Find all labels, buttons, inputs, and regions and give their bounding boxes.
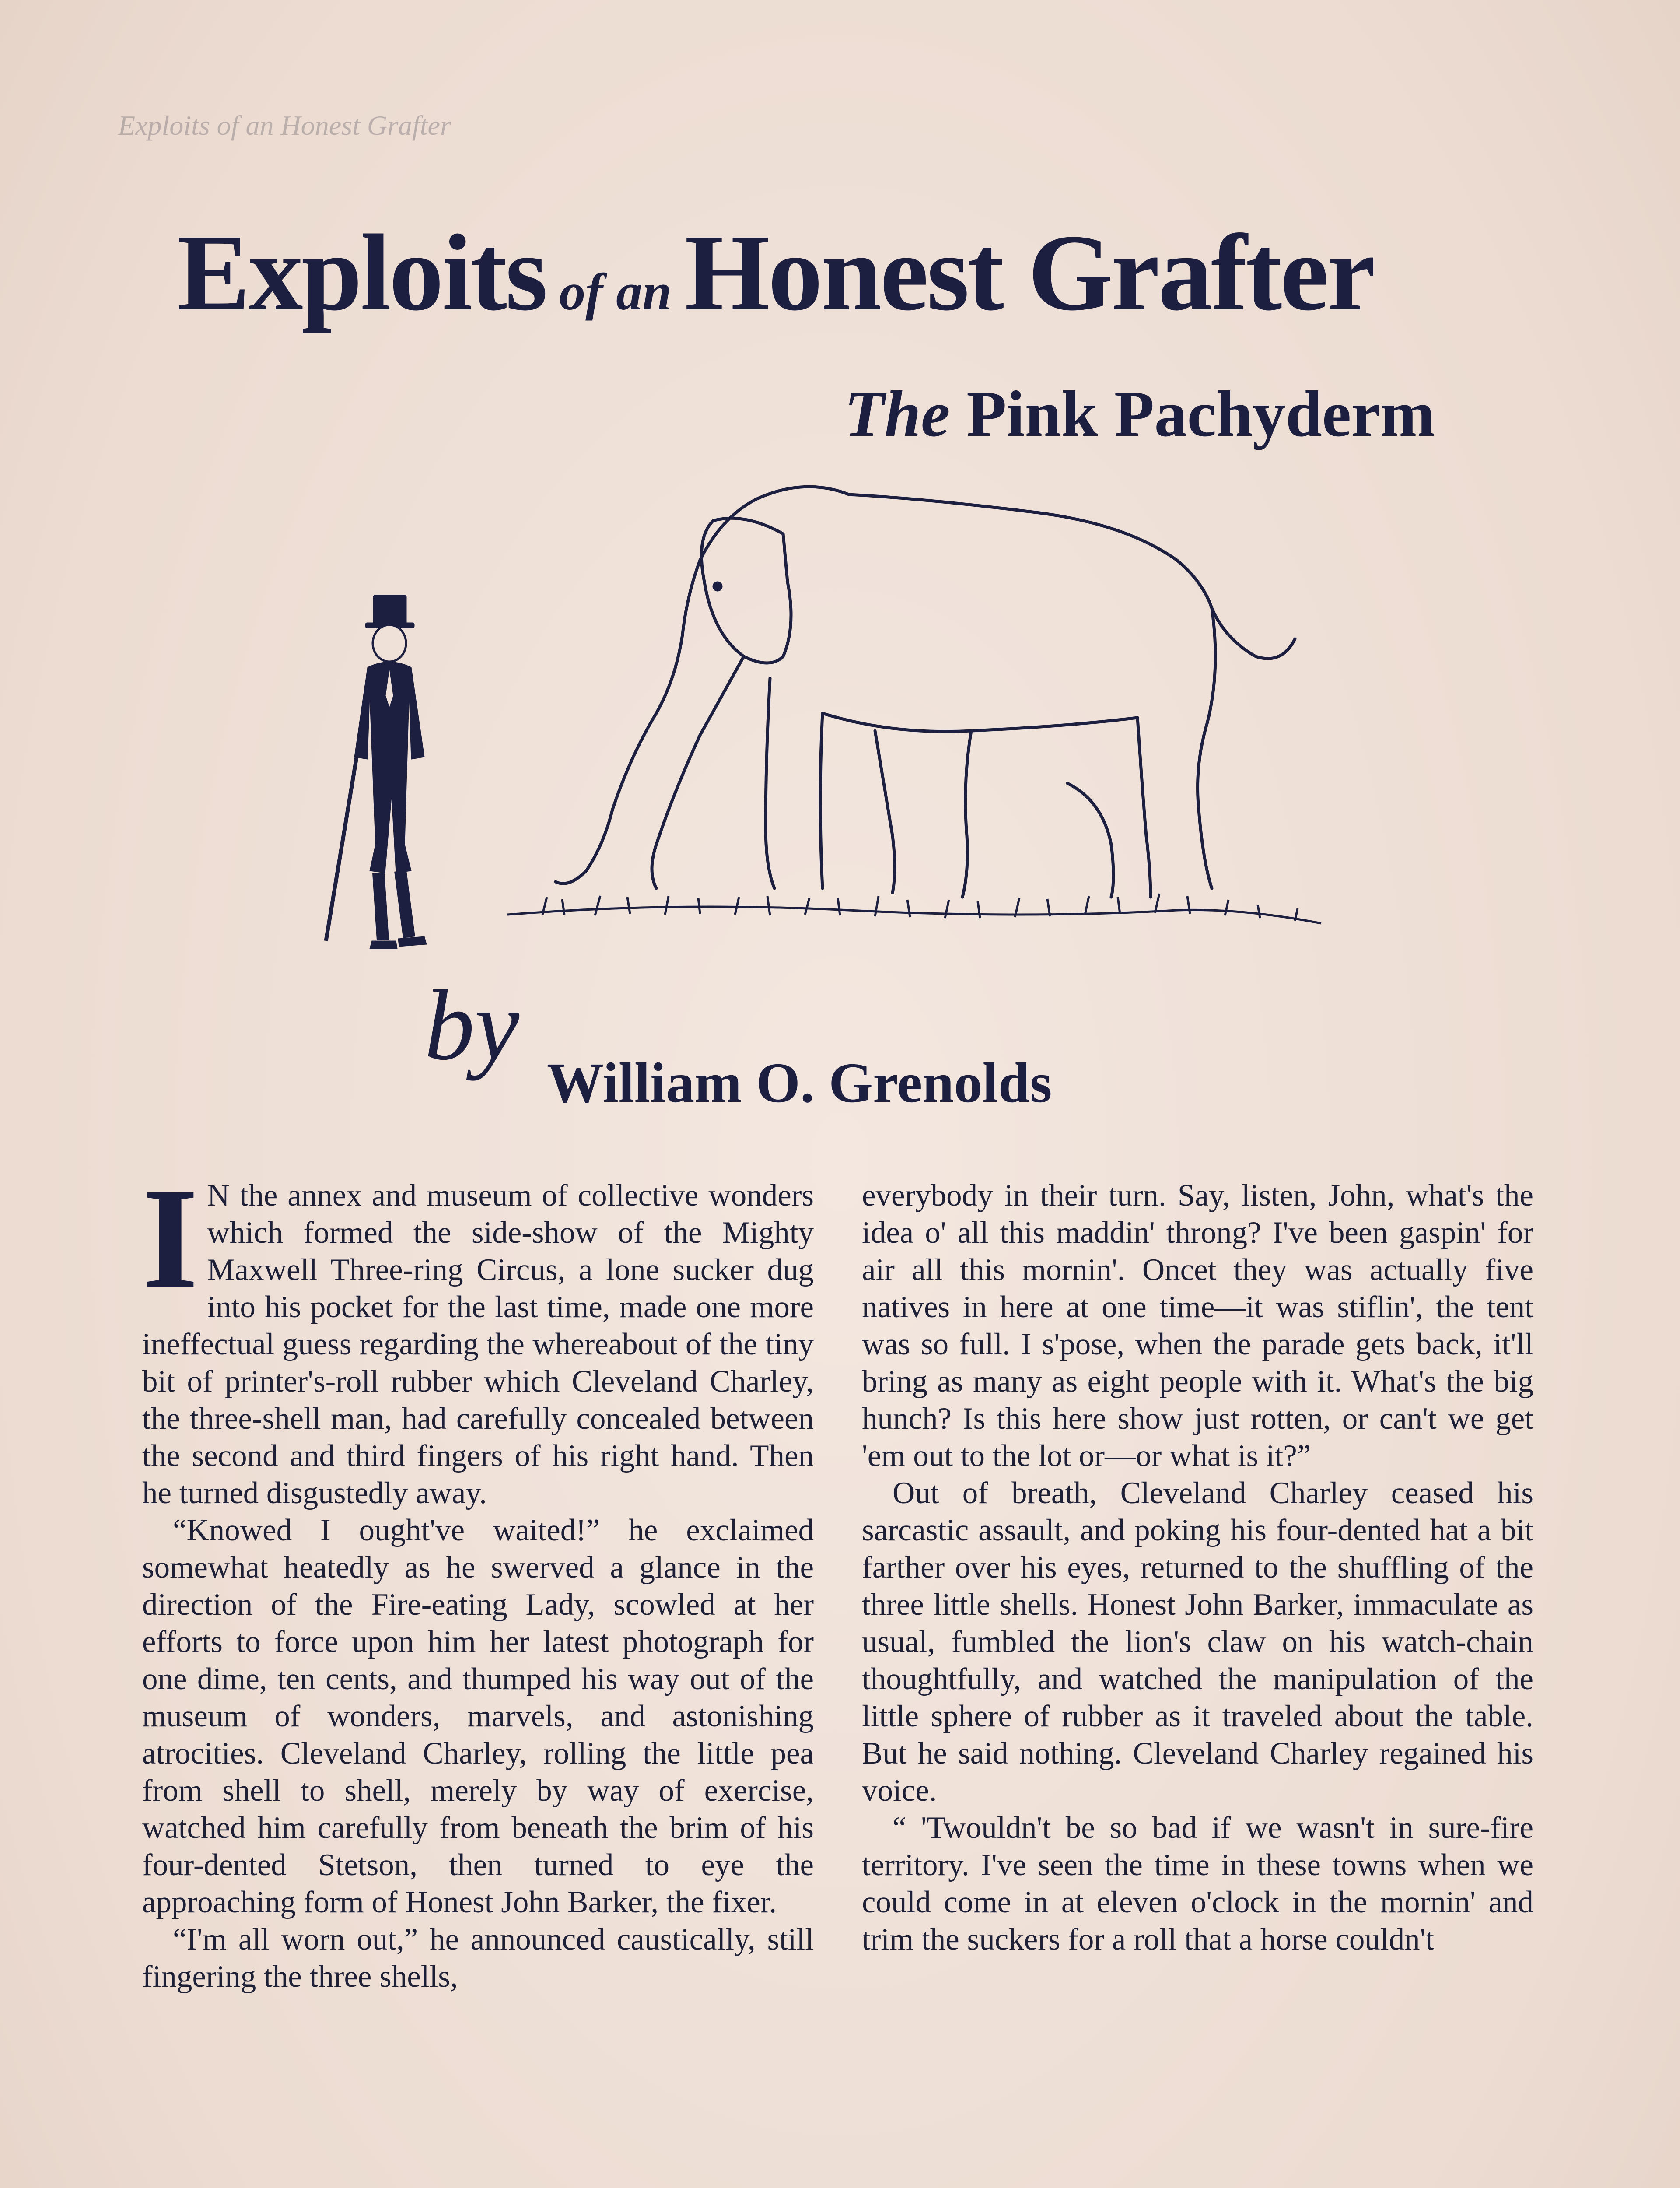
paragraph: N the annex and museum of collective wonders which formed the side-show of the Mighty Maxwell Three-ring Circus, a lone sucker dug into his pocket for the last time, made one more ineffectual guess regarding the whereabout of the tiny bit of printer's-roll rubber which Cleveland Charley, the three-shell man, had carefully concealed between the second and third fingers of his right hand. Then he turned disgustedly away. bbox=[142, 1178, 814, 1510]
article-column-left bbox=[142, 1159, 814, 1995]
subtitle-prefix: The bbox=[844, 378, 950, 450]
paragraph: “ 'Twouldn't be so bad if we wasn't in sure-fire territory. I've seen the time in these towns when we could come in at eleven o'clock in the mornin' and trim the suckers for a roll that a horse couldn't bbox=[862, 1811, 1533, 1957]
paragraph: Out of breath, Cleveland Charley ceased his sarcastic assault, and poking his four-dented hat a bit farther over his eyes, returned to the shuffling of the three little shells. Honest John Barker, immaculate as usual, fumbled the lion's claw on his watch-chain thoughtfully, and watched the manipulation of the little sphere of rubber as it traveled about the table. But he said nothing. Cleveland Charley regained his voice. bbox=[862, 1476, 1533, 1808]
paragraph: everybody in their turn. Say, listen, John, what's the idea o' all this maddin' throng? I've been gaspin' for air all this mornin'. Oncet they was actually five natives in here at one time—it was stiflin', the tent was so full. I s'pose, when the parade gets back, it'll bring as many as eight people with it. What's the big hunch? Is this here show just rotten, or can't we get 'em out to the lot or—or what is it?” bbox=[862, 1178, 1533, 1473]
article-title bbox=[177, 210, 1428, 336]
paragraph: “I'm all worn out,” he announced caustically, still fingering the three shells, bbox=[142, 1922, 814, 1994]
elephant-figure bbox=[556, 487, 1295, 897]
paragraph: “Knowed I ought've waited!” he exclaimed somewhat heatedly as he swerved a glance in the direction of the Fire-eating Lady, scowled at her efforts to force upon him her latest photograph for one dime, ten cents, and thumped his way out of the museum of wonders, marvels, and astonishing atrocities. Cleveland Charley, rolling the little pea from shell to shell, merely by way of exercise, watched him carefully from beneath the brim of his four-dented Stetson, then turned to eye the approaching form of Honest John Barker, the fixer. bbox=[142, 1513, 814, 1919]
title-part-of-an: of an bbox=[559, 263, 672, 321]
ground-grass bbox=[508, 894, 1321, 923]
title-part-honest-grafter: Honest Grafter bbox=[684, 212, 1374, 333]
gentleman-figure bbox=[326, 595, 427, 949]
article-subtitle bbox=[844, 376, 1435, 452]
drop-cap: I bbox=[142, 1159, 199, 1318]
elephant-and-gentleman-illustration bbox=[280, 451, 1339, 989]
byline-by: by bbox=[424, 969, 520, 1081]
title-part-exploits: Exploits bbox=[177, 212, 546, 333]
author-name: William O. Grenolds bbox=[547, 1052, 1052, 1115]
subtitle-text: Pink Pachyderm bbox=[966, 378, 1435, 450]
running-head: Exploits of an Honest Grafter bbox=[118, 110, 451, 141]
article-column-right bbox=[862, 1177, 1533, 1958]
